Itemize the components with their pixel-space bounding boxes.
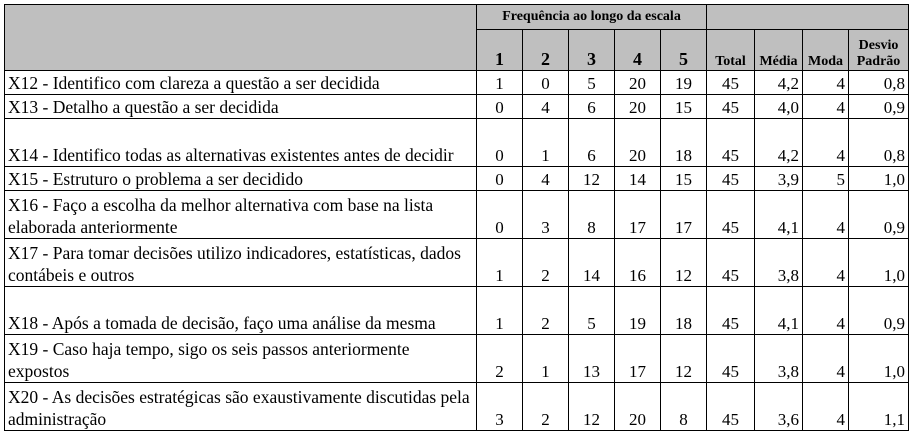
freq-5: 12 (661, 335, 707, 383)
freq-5: 8 (661, 383, 707, 431)
row-label: X16 - Faço a escolha da melhor alternativa com base na lista elaborada anteriormente (5, 191, 477, 239)
header-blank-cell (707, 5, 909, 30)
freq-4: 14 (615, 167, 661, 191)
row-label: X15 - Estruturo o problema a ser decidido (5, 167, 477, 191)
media-header: Média (755, 30, 803, 71)
table-row (5, 191, 909, 239)
media-value: 4,2 (755, 119, 803, 167)
freq-5: 15 (661, 95, 707, 119)
desvio-value: 1,1 (849, 383, 909, 431)
freq-3: 5 (569, 287, 615, 335)
row-label: X20 - As decisões estratégicas são exaustivamente discutidas pela administração (5, 383, 477, 431)
freq-4: 19 (615, 287, 661, 335)
scale-col-3: 3 (569, 30, 615, 71)
header-label-cell (5, 5, 477, 71)
desvio-value: 0,9 (849, 191, 909, 239)
freq-2: 1 (523, 335, 569, 383)
row-label: X18 - Após a tomada de decisão, faço uma análise da mesma (5, 287, 477, 335)
total-value: 45 (707, 287, 755, 335)
media-value: 3,6 (755, 383, 803, 431)
scale-col-4: 4 (615, 30, 661, 71)
media-value: 4,1 (755, 191, 803, 239)
moda-value: 4 (803, 383, 849, 431)
media-value: 3,9 (755, 167, 803, 191)
freq-2: 1 (523, 119, 569, 167)
freq-4: 20 (615, 383, 661, 431)
moda-value: 4 (803, 335, 849, 383)
total-value: 45 (707, 119, 755, 167)
media-value: 3,8 (755, 335, 803, 383)
scale-col-2: 2 (523, 30, 569, 71)
freq-4: 20 (615, 71, 661, 95)
row-label: X12 - Identifico com clareza a questão a ser decidida (5, 71, 477, 95)
moda-header: Moda (803, 30, 849, 71)
freq-2: 3 (523, 191, 569, 239)
freq-1: 0 (477, 119, 523, 167)
total-value: 45 (707, 191, 755, 239)
moda-value: 4 (803, 119, 849, 167)
scale-col-5: 5 (661, 30, 707, 71)
scale-col-1: 1 (477, 30, 523, 71)
freq-3: 6 (569, 119, 615, 167)
total-value: 45 (707, 95, 755, 119)
freq-2: 4 (523, 167, 569, 191)
row-label: X14 - Identifico todas as alternativas existentes antes de decidir (5, 119, 477, 167)
desvio-header: Desvio Padrão (849, 30, 909, 71)
media-value: 3,8 (755, 239, 803, 287)
freq-5: 15 (661, 167, 707, 191)
desvio-value: 0,9 (849, 95, 909, 119)
freq-1: 1 (477, 287, 523, 335)
total-value: 45 (707, 335, 755, 383)
freq-1: 0 (477, 167, 523, 191)
freq-2: 0 (523, 71, 569, 95)
moda-value: 4 (803, 71, 849, 95)
moda-value: 4 (803, 239, 849, 287)
row-label: X17 - Para tomar decisões utilizo indicadores, estatísticas, dados contábeis e outros (5, 239, 477, 287)
moda-value: 5 (803, 167, 849, 191)
freq-4: 20 (615, 95, 661, 119)
table-row (5, 119, 909, 167)
freq-3: 5 (569, 71, 615, 95)
desvio-value: 1,0 (849, 167, 909, 191)
row-label: X19 - Caso haja tempo, sigo os seis passos anteriormente expostos (5, 335, 477, 383)
desvio-value: 0,8 (849, 71, 909, 95)
moda-value: 4 (803, 95, 849, 119)
freq-1: 3 (477, 383, 523, 431)
freq-2: 2 (523, 287, 569, 335)
freq-4: 20 (615, 119, 661, 167)
freq-4: 17 (615, 335, 661, 383)
freq-3: 6 (569, 95, 615, 119)
total-value: 45 (707, 167, 755, 191)
freq-1: 1 (477, 71, 523, 95)
freq-3: 12 (569, 383, 615, 431)
desvio-value: 0,8 (849, 119, 909, 167)
freq-5: 18 (661, 119, 707, 167)
table-row (5, 335, 909, 383)
freq-5: 17 (661, 191, 707, 239)
freq-5: 12 (661, 239, 707, 287)
media-value: 4,2 (755, 71, 803, 95)
freq-4: 17 (615, 191, 661, 239)
table-row (5, 71, 909, 95)
freq-1: 1 (477, 239, 523, 287)
freq-2: 4 (523, 95, 569, 119)
freq-3: 13 (569, 335, 615, 383)
freq-2: 2 (523, 383, 569, 431)
freq-4: 16 (615, 239, 661, 287)
freq-1: 0 (477, 95, 523, 119)
freq-1: 2 (477, 335, 523, 383)
row-label: X13 - Detalho a questão a ser decidida (5, 95, 477, 119)
table-row (5, 239, 909, 287)
freq-3: 12 (569, 167, 615, 191)
freq-2: 2 (523, 239, 569, 287)
freq-5: 18 (661, 287, 707, 335)
freq-1: 0 (477, 191, 523, 239)
desvio-value: 1,0 (849, 335, 909, 383)
frequency-table (4, 4, 909, 431)
freq-5: 19 (661, 71, 707, 95)
table-row (5, 167, 909, 191)
moda-value: 4 (803, 191, 849, 239)
media-value: 4,0 (755, 95, 803, 119)
freq-3: 8 (569, 191, 615, 239)
table-row (5, 383, 909, 431)
table-row (5, 287, 909, 335)
scale-group-header: Frequência ao longo da escala (477, 5, 707, 30)
total-value: 45 (707, 383, 755, 431)
freq-3: 14 (569, 239, 615, 287)
media-value: 4,1 (755, 287, 803, 335)
desvio-value: 0,9 (849, 287, 909, 335)
total-header: Total (707, 30, 755, 71)
table-row (5, 95, 909, 119)
total-value: 45 (707, 71, 755, 95)
moda-value: 4 (803, 287, 849, 335)
desvio-value: 1,0 (849, 239, 909, 287)
total-value: 45 (707, 239, 755, 287)
